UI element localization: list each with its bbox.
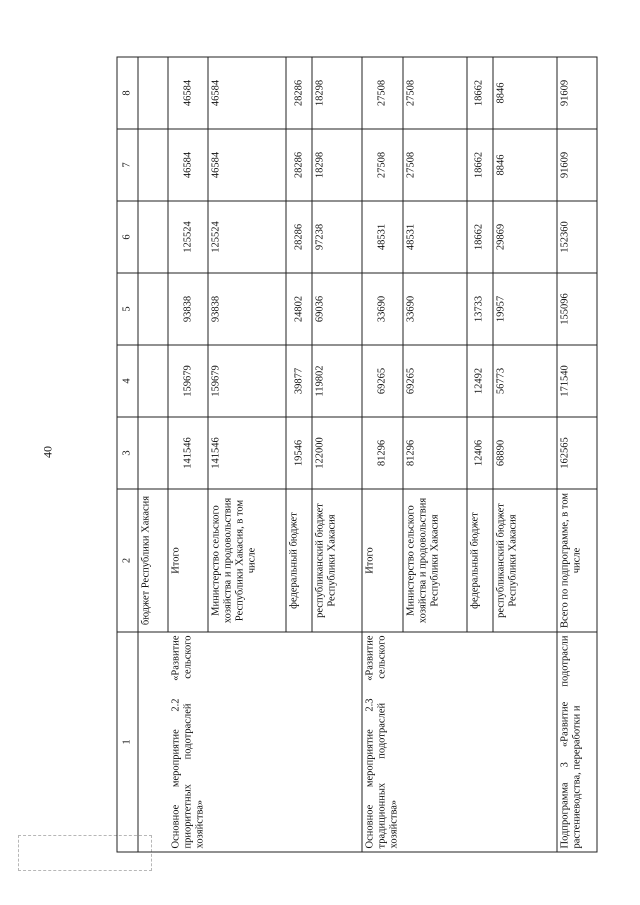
value-cell: 12406: [467, 417, 493, 489]
value-cell: 24802: [286, 273, 312, 345]
budget-table: [117, 57, 598, 853]
value-cell: 39877: [286, 345, 312, 417]
value-cell: 18298: [312, 129, 362, 201]
table-row: [312, 57, 362, 852]
value-cell: 28286: [286, 129, 312, 201]
table-row: [168, 57, 208, 852]
row-name-cell: Подпрограмма 3 «Развитие подотрасли растениеводства, переработки и: [557, 632, 597, 852]
value-cell: 159679: [168, 345, 208, 417]
value-cell: 18662: [467, 129, 493, 201]
value-cell: 97238: [312, 201, 362, 273]
funding-source-cell: республиканский бюджет Республики Хакасия: [493, 489, 557, 632]
value-cell: 141546: [168, 417, 208, 489]
value-cell: 81296: [403, 417, 467, 489]
header-row: [117, 57, 138, 852]
value-cell: 33690: [403, 273, 467, 345]
value-cell: 12492: [467, 345, 493, 417]
value-cell: 27508: [362, 57, 403, 129]
value-cell: 171540: [557, 345, 597, 417]
value-cell: 33690: [362, 273, 403, 345]
funding-source-cell: Итого: [362, 489, 403, 632]
funding-source-cell: республиканский бюджет Республики Хакасия: [312, 489, 362, 632]
value-cell: 56773: [493, 345, 557, 417]
budget-table-rotated: [117, 58, 594, 853]
column-header: 2: [117, 489, 138, 632]
value-cell: 122000: [312, 417, 362, 489]
row-name-cell: [138, 632, 168, 852]
table-row: [493, 57, 557, 852]
funding-source-cell: бюджет Республики Хакасия: [138, 489, 168, 632]
column-header: 4: [117, 345, 138, 417]
table-row: [286, 57, 312, 852]
value-cell: [138, 273, 168, 345]
column-header: 6: [117, 201, 138, 273]
column-header: 3: [117, 417, 138, 489]
value-cell: [138, 345, 168, 417]
value-cell: [138, 57, 168, 129]
funding-source-cell: федеральный бюджет: [467, 489, 493, 632]
table-row: [362, 57, 403, 852]
value-cell: 69265: [403, 345, 467, 417]
value-cell: 19957: [493, 273, 557, 345]
funding-source-cell: федеральный бюджет: [286, 489, 312, 632]
row-name-cell: [286, 632, 312, 852]
value-cell: 8846: [493, 129, 557, 201]
column-header: 1: [117, 632, 138, 852]
value-cell: [138, 201, 168, 273]
funding-source-cell: Министерство сельского хозяйства и продовольствия Республики Хакасия, в том числе: [208, 489, 286, 632]
value-cell: 46584: [168, 129, 208, 201]
value-cell: [138, 129, 168, 201]
column-header: 8: [117, 57, 138, 129]
row-name-cell: [493, 632, 557, 852]
row-name-cell: Основное мероприятие 2.3 «Развитие традиционных подотраслей сельского хозяйства»: [362, 632, 403, 852]
value-cell: 155096: [557, 273, 597, 345]
value-cell: [138, 417, 168, 489]
value-cell: 27508: [362, 129, 403, 201]
value-cell: 28286: [286, 201, 312, 273]
value-cell: 69265: [362, 345, 403, 417]
table-row: [208, 57, 286, 852]
row-name-cell: [403, 632, 467, 852]
row-name-cell: [208, 632, 286, 852]
value-cell: 162565: [557, 417, 597, 489]
value-cell: 13733: [467, 273, 493, 345]
row-name-cell: Основное мероприятие 2.2 «Развитие приоритетных подотраслей сельского хозяйства»: [168, 632, 208, 852]
value-cell: 93838: [168, 273, 208, 345]
value-cell: 46584: [168, 57, 208, 129]
value-cell: 141546: [208, 417, 286, 489]
value-cell: 48531: [403, 201, 467, 273]
value-cell: 125524: [208, 201, 286, 273]
value-cell: 18662: [467, 201, 493, 273]
value-cell: 125524: [168, 201, 208, 273]
row-name-cell: [312, 632, 362, 852]
table-row: [403, 57, 467, 852]
page-number: 40: [40, 446, 55, 458]
table-row: [138, 57, 168, 852]
value-cell: 27508: [403, 57, 467, 129]
value-cell: 18662: [467, 57, 493, 129]
value-cell: 48531: [362, 201, 403, 273]
funding-source-cell: Итого: [168, 489, 208, 632]
value-cell: 91609: [557, 57, 597, 129]
value-cell: 93838: [208, 273, 286, 345]
value-cell: 69036: [312, 273, 362, 345]
value-cell: 119802: [312, 345, 362, 417]
column-header: 7: [117, 129, 138, 201]
row-name-cell: [467, 632, 493, 852]
value-cell: 159679: [208, 345, 286, 417]
value-cell: 46584: [208, 57, 286, 129]
value-cell: 152360: [557, 201, 597, 273]
value-cell: 28286: [286, 57, 312, 129]
value-cell: 29869: [493, 201, 557, 273]
value-cell: 68890: [493, 417, 557, 489]
column-header: 5: [117, 273, 138, 345]
table-row: [467, 57, 493, 852]
funding-source-cell: Министерство сельского хозяйства и продовольствия Республики Хакасия: [403, 489, 467, 632]
value-cell: 8846: [493, 57, 557, 129]
table-row: [557, 57, 597, 852]
value-cell: 91609: [557, 129, 597, 201]
value-cell: 19546: [286, 417, 312, 489]
value-cell: 27508: [403, 129, 467, 201]
value-cell: 46584: [208, 129, 286, 201]
value-cell: 81296: [362, 417, 403, 489]
value-cell: 18298: [312, 57, 362, 129]
funding-source-cell: Всего по подпрограмме, в том числе: [557, 489, 597, 632]
